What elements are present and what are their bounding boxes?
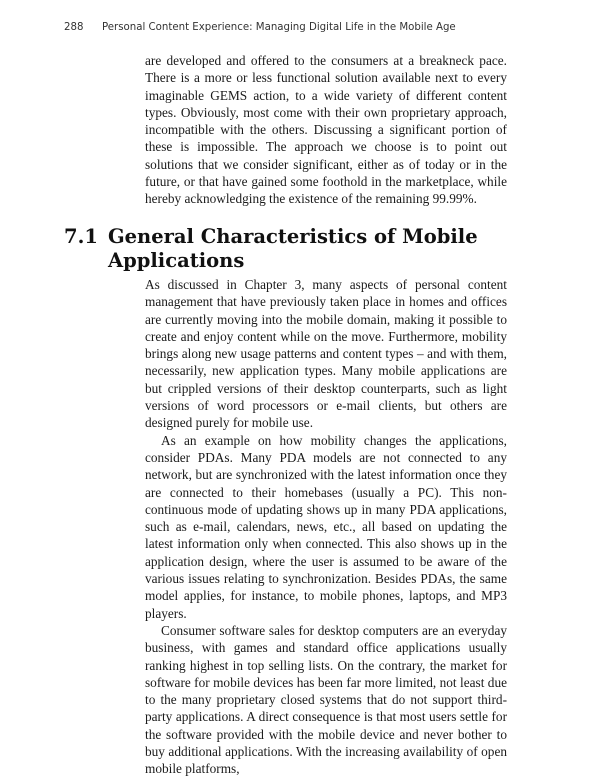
section-body bbox=[145, 276, 507, 778]
section-number: 7.1 bbox=[64, 225, 98, 248]
intro-text-block bbox=[145, 52, 507, 208]
running-header bbox=[64, 22, 570, 36]
page-number: 288 bbox=[64, 22, 84, 33]
intro-paragraph: are developed and offered to the consumers at a breakneck pace. There is a more or less functional solution available next to every imaginable GEMS action, to a wide variety of different content types. Obviously, most come with their own proprietary approach, incompatible with the others. Discussing a significant portion of these is impossible. The approach we choose is to point out solutions that we consider significant, either as of today or in the future, or that have gained some foothold in the marketplace, while hereby acknowledging the existence of the remaining 99.99%. bbox=[145, 53, 507, 207]
section-title: General Characteristics of Mobile Applications bbox=[108, 225, 478, 272]
running-title: Personal Content Experience: Managing Digital Life in the Mobile Age bbox=[102, 22, 456, 33]
paragraph: As an example on how mobility changes the applications, consider PDAs. Many PDA models are not connected to any network, but are synchronized with the latest information once they are connected to their homebases (usually a PC). This non-continuous mode of updating shows up in many PDA applications, such as e-mail, calendars, news, etc., all based on updating the latest information only when connected. This also shows up in the application design, where the user is assumed to be aware of the various issues relating to synchronization. Besides PDAs, the same model applies, for instance, to mobile phones, laptops, and MP3 players. bbox=[145, 432, 507, 621]
paragraph: Consumer software sales for desktop computers are an everyday business, with games and standard office applications usually ranking highest in top selling lists. On the contrary, the market for software for mobile devices has been far more limited, not least due to the many proprietary closed systems that do not support third-party applications. A direct consequence is that most users settle for the software provided with the mobile device and never bother to buy additional applications. With the increasing availability of open mobile platforms, bbox=[145, 622, 507, 777]
paragraph: As discussed in Chapter 3, many aspects of personal content management that have previously taken place in homes and offices are currently moving into the mobile domain, making it possible to create and enjoy content while on the move. Furthermore, mobility brings along new usage patterns and content types – and with them, necessarily, new application types. Many mobile applications are but crippled versions of their desktop counterparts, such as light versions of word processors or e-mail clients, but others are designed purely for mobile use. bbox=[145, 277, 507, 431]
